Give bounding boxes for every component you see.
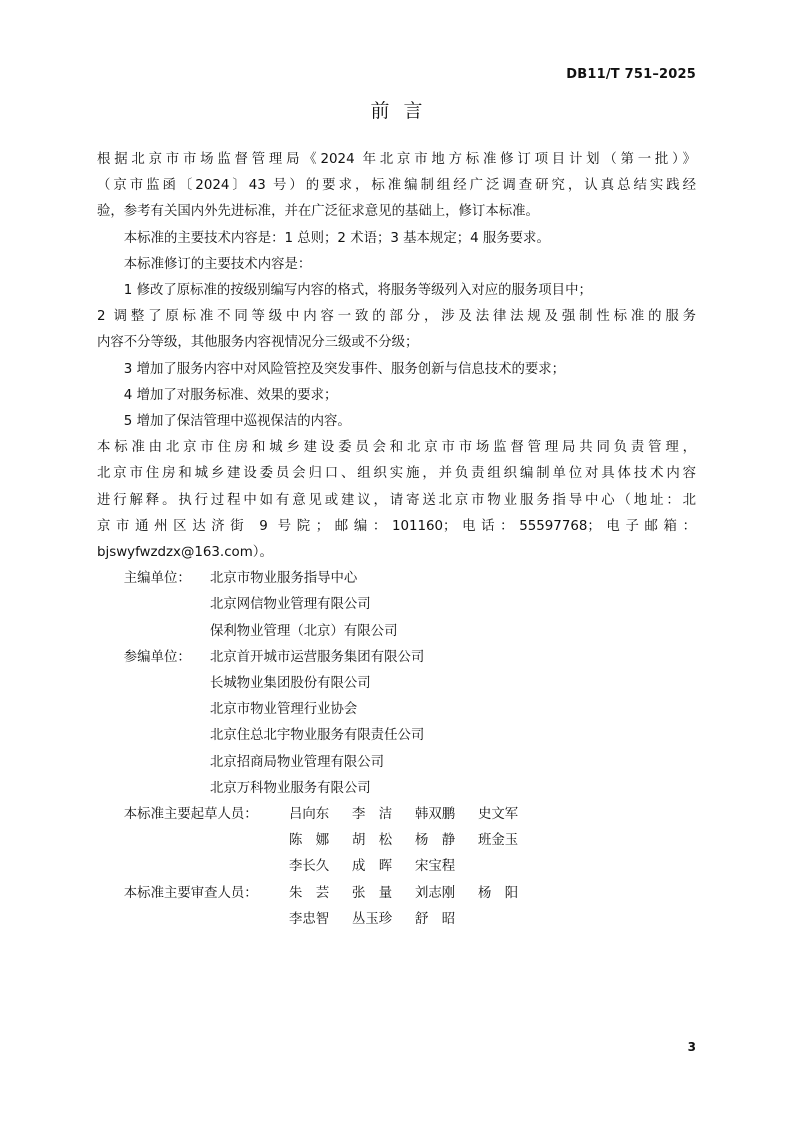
unit-name: 北京招商局物业管理有限公司 — [210, 754, 385, 770]
list-item-continued: 内容不分等级，其他服务内容视情况分三级或不分级； — [97, 335, 419, 351]
paragraph-line: 验，参考有关国内外先进标准，并在广泛征求意见的基础上，修订本标准。 — [97, 204, 539, 220]
paragraph-line: 本标准由北京市住房和城乡建设委员会和北京市市场监督管理局共同负责管理， — [97, 440, 696, 456]
person-name: 杨 静 — [415, 833, 456, 849]
list-item: 3 增加了服务内容中对风险管控及突发事件、服务创新与信息技术的要求； — [123, 361, 566, 377]
reviewers-row — [97, 881, 696, 933]
unit-name: 北京网信物业管理有限公司 — [210, 597, 371, 613]
email-line: bjswyfwzdzx@163.com）。 — [97, 545, 273, 561]
person-name: 张 量 — [352, 885, 393, 901]
preface-body — [97, 147, 696, 933]
unit-name: 北京首开城市运营服务集团有限公司 — [210, 649, 425, 665]
reviewers-list — [289, 881, 541, 933]
drafters-label: 本标准主要起草人员： — [123, 807, 258, 823]
unit-name: 北京市物业服务指导中心 — [210, 571, 358, 587]
paragraph-line: 本标准修订的主要技术内容是： — [123, 256, 312, 272]
paragraph-line: 京市通州区达济街 9 号院；邮编：101160；电话：55597768；电子邮箱： — [97, 518, 696, 534]
participating-units-row — [97, 645, 696, 802]
paragraph-line: 北京市住房和城乡建设委员会归口、组织实施，并负责组织编制单位对具体技术内容 — [97, 466, 696, 482]
chief-units-list — [210, 566, 397, 645]
person-name: 成 晖 — [352, 859, 393, 875]
unit-name: 保利物业管理（北京）有限公司 — [210, 623, 398, 639]
chief-units-label: 主编单位： — [123, 571, 191, 587]
names-row — [289, 881, 541, 907]
person-name: 刘志刚 — [415, 885, 456, 901]
person-name: 李忠智 — [289, 911, 330, 927]
list-item: 2 调整了原标准不同等级中内容一致的部分，涉及法律法规及强制性标准的服务 — [97, 309, 696, 325]
drafters-row — [97, 802, 696, 881]
person-name: 史文军 — [478, 807, 519, 823]
person-name: 李 洁 — [352, 807, 393, 823]
list-item: 1 修改了原标准的按级别编写内容的格式，将服务等级列入对应的服务项目中； — [123, 283, 592, 299]
person-name: 班金玉 — [478, 833, 519, 849]
person-name: 舒 昭 — [415, 911, 456, 927]
person-name: 丛玉珍 — [352, 911, 393, 927]
paragraph-line: 根据北京市市场监督管理局《2024 年北京市地方标准修订项目计划（第一批）》 — [97, 152, 696, 167]
person-name: 吕向东 — [289, 807, 330, 823]
reviewers-label: 本标准主要审查人员： — [123, 885, 258, 901]
paragraph-line: 进行解释。执行过程中如有意见或建议，请寄送北京市物业服务指导中心（地址：北 — [97, 492, 696, 508]
names-row — [289, 854, 541, 880]
participating-units-label: 参编单位： — [123, 649, 191, 665]
participating-units-list — [210, 645, 424, 802]
person-name: 杨 阳 — [478, 885, 519, 901]
unit-name: 北京市物业管理行业协会 — [210, 702, 358, 718]
person-name: 陈 娜 — [289, 833, 330, 849]
paragraph-line: （京市监函〔2024〕43 号）的要求，标准编制组经广泛调查研究，认真总结实践经 — [97, 178, 696, 194]
unit-name: 长城物业集团股份有限公司 — [210, 676, 371, 692]
unit-name: 北京万科物业服务有限公司 — [210, 780, 371, 796]
drafters-list — [289, 802, 541, 881]
person-name: 李长久 — [289, 859, 330, 875]
person-name: 胡 松 — [352, 833, 393, 849]
document-code: DB11/T 751–2025 — [566, 67, 696, 82]
person-name: 朱 芸 — [289, 885, 330, 901]
names-row — [289, 907, 541, 933]
names-row — [289, 828, 541, 854]
chief-units-row — [97, 566, 696, 645]
list-item: 5 增加了保洁管理中巡视保洁的内容。 — [123, 414, 351, 430]
page-number: 3 — [687, 1040, 696, 1054]
page-title: 前言 — [370, 100, 437, 122]
unit-name: 北京住总北宇物业服务有限责任公司 — [210, 728, 425, 744]
list-item: 4 增加了对服务标准、效果的要求； — [123, 387, 338, 403]
person-name: 宋宝程 — [415, 859, 456, 875]
paragraph-line: 本标准的主要技术内容是：1 总则；2 术语；3 基本规定；4 服务要求。 — [123, 230, 550, 246]
names-row — [289, 802, 541, 828]
person-name: 韩双鹏 — [415, 807, 456, 823]
